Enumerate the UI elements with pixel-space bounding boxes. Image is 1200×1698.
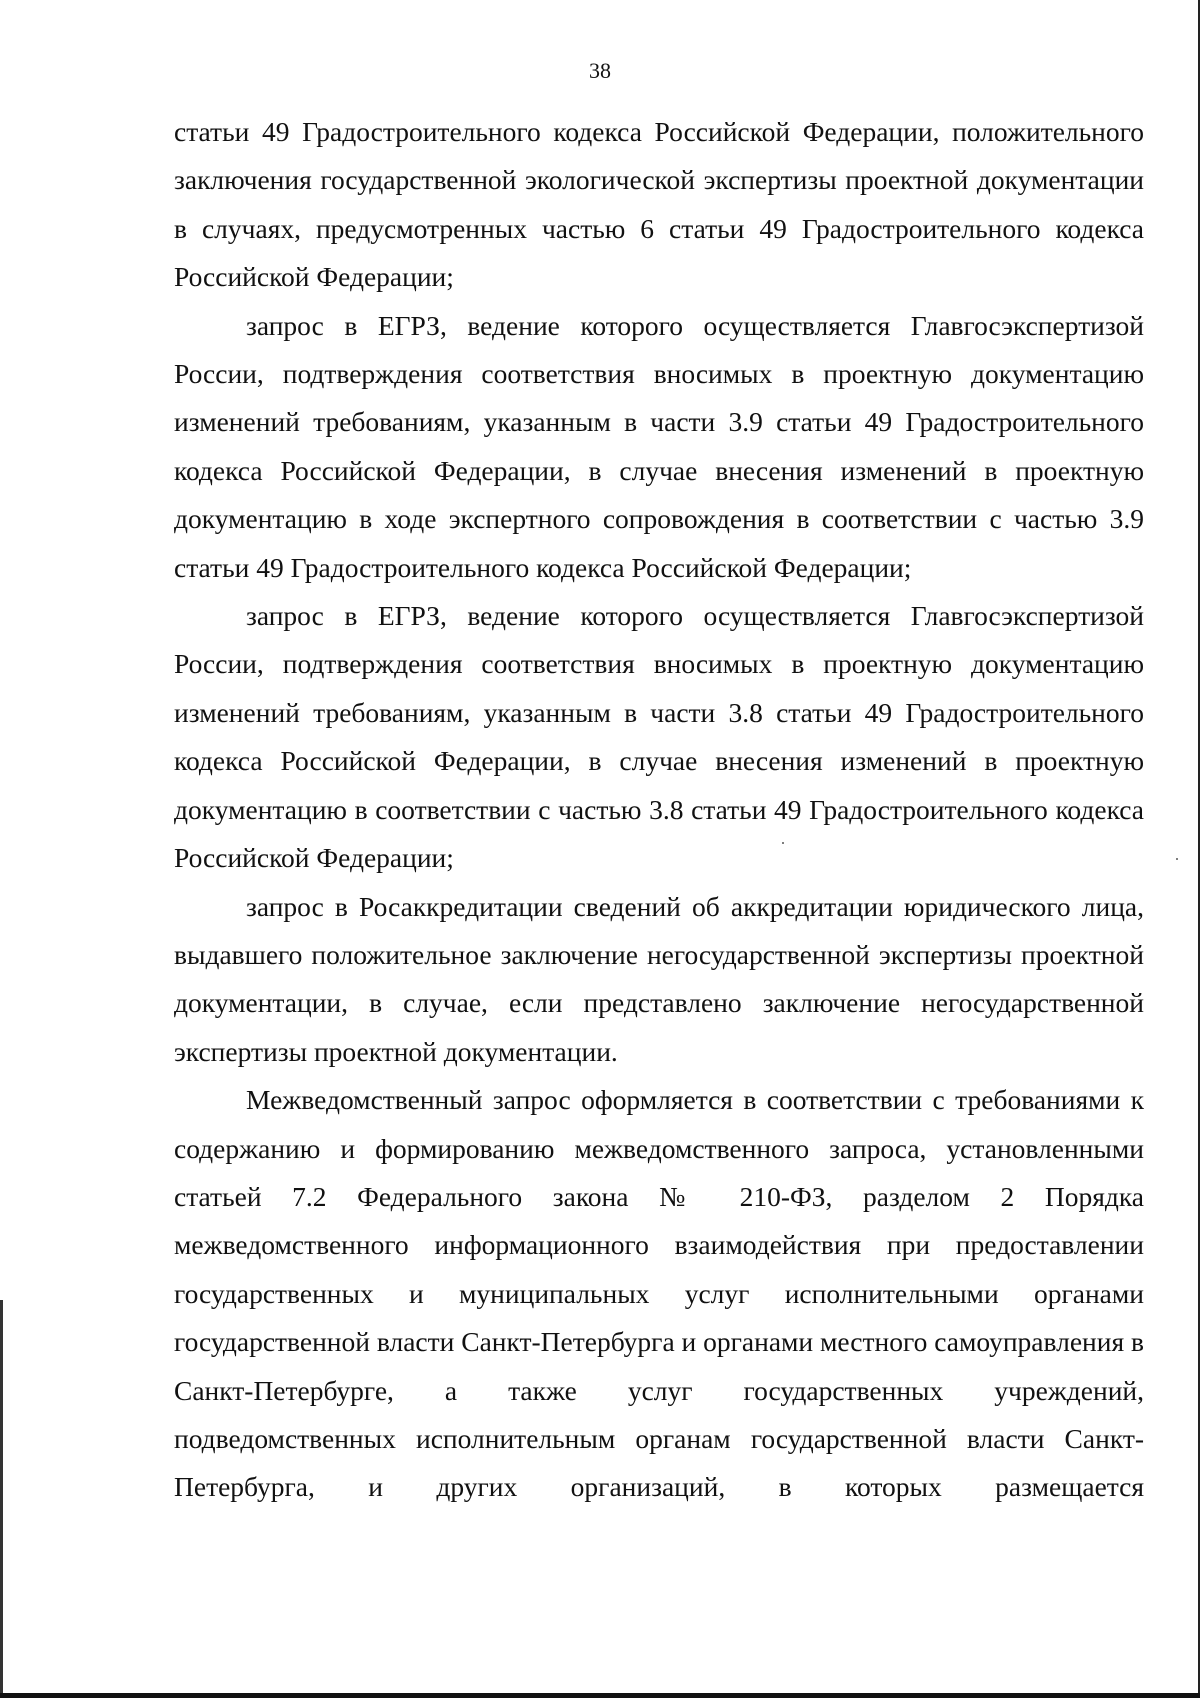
paragraph-continuation: статьи 49 Градостроительного кодекса Российской Федерации, положительного заключения государственной экологической экспертизы проектной документации в случаях, предусмотренных частью 6 статьи 49 Градостроительного кодекса Российской Федерации; <box>174 116 1144 293</box>
scan-edge-bottom <box>0 1693 1200 1698</box>
scan-speck <box>1176 858 1178 860</box>
paragraph-egrz-request-3-8: запрос в ЕГРЗ, ведение которого осуществляется Главгосэкспертизой России, подтверждения соответствия вносимых в проектную документацию изменений требованиям, указанным в части 3.8 статьи 49 Градостроительного кодекса Российской Федерации, в случае внесения изменений в проектную документацию в соответствии с частью 3.8 статьи 49 Градостроительного кодекса Российской Федерации; <box>174 600 1144 874</box>
page-number: 38 <box>589 58 611 83</box>
scan-edge-left <box>0 1300 3 1698</box>
paragraph-rosaccreditation-request: запрос в Росаккредитации сведений об аккредитации юридического лица, выдавшего положительное заключение негосударственной экспертизы проектной документации, в случае, если представлено заключение негосударственной экспертизы проектной документации. <box>174 890 1144 1067</box>
scan-speck <box>782 842 784 844</box>
paragraph-interagency-request: Межведомственный запрос оформляется в соответствии с требованиями к содержанию и формированию межведомственного запроса, установленными статьей 7.2 Федерального закона № 210-ФЗ, разделом 2 Порядка межведомственного информационного взаимодействия при предоставлении государственных и муниципальных услуг исполнительными органами государственной власти Санкт-Петербурга и органами местного самоуправления в Санкт-Петербурге, а также услуг государственных учреждений, подведомственных исполнительным органам государственной власти Санкт-Петербурга, и других организаций, в которых размещается <box>174 1084 1144 1503</box>
paragraph-egrz-request-3-9: запрос в ЕГРЗ, ведение которого осуществляется Главгосэкспертизой России, подтверждения соответствия вносимых в проектную документацию изменений требованиям, указанным в части 3.9 статьи 49 Градостроительного кодекса Российской Федерации, в случае внесения изменений в проектную документацию в ходе экспертного сопровождения в соответствии с частью 3.9 статьи 49 Градостроительного кодекса Российской Федерации; <box>174 309 1144 583</box>
document-body <box>174 108 1144 1512</box>
